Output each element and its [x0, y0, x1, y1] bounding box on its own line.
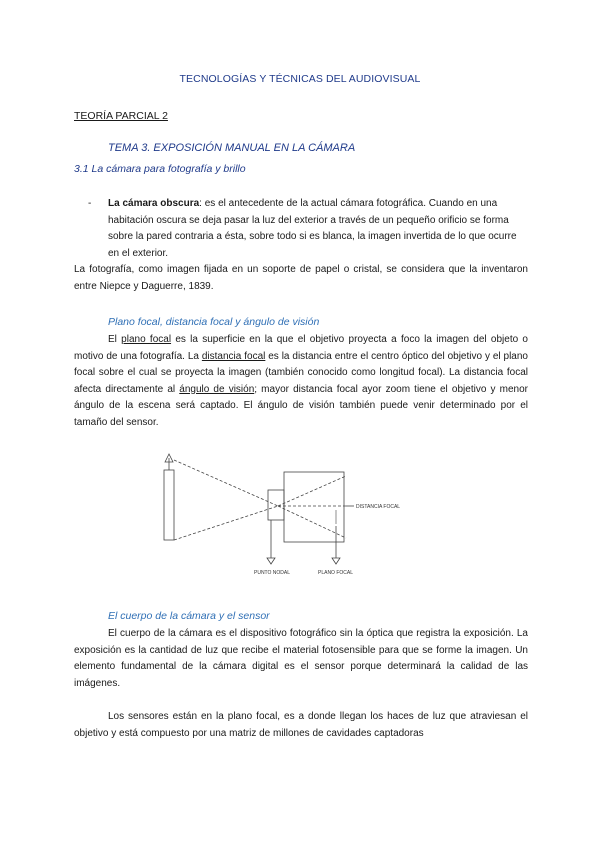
camera-diagram — [150, 448, 450, 580]
camera-body-rect — [284, 472, 344, 542]
object-rect — [164, 470, 174, 540]
bullet-paragraph — [108, 196, 528, 262]
ray-bottom — [174, 506, 278, 540]
focal-text-3: es la distancia entre el centro óptico del objetivo y el plano focal sobre el cual se proyecta la imagen (también conocido como longitud focal). La distancia focal afecta directamente al — [74, 350, 528, 395]
body-text-1: El cuerpo de la cámara es el dispositivo fotográfico sin la óptica que registra la exposición. La exposición es la cantidad de luz que recibe el material fotosensible para que se forme la imagen. Un elemento fundamental de la cámara digital es el sensor porque determinará la calidad de las imágenes. — [74, 628, 528, 689]
photo-paragraph: La fotografía, como imagen fijada en un soporte de papel o cristal, se considera que la inventaron entre Niepce y Daguerre, 1839. — [74, 264, 528, 292]
focal-text-1: El — [108, 334, 122, 345]
label-punto-nodal: PUNTO NODAL — [254, 570, 291, 576]
partial-heading: TEORÍA PARCIAL 2 — [74, 110, 168, 122]
term-plano-focal: plano focal — [121, 334, 172, 345]
nodal-arrow-icon — [267, 558, 275, 564]
course-title: TECNOLOGÍAS Y TÉCNICAS DEL AUDIOVISUAL — [179, 73, 421, 85]
focal-text-2: es la superficie en la que el objetivo proyecta a foco la imagen del objeto o motivo de una fotografía. La — [74, 334, 528, 362]
ray-top — [174, 460, 278, 506]
body-heading: El cuerpo de la cámara y el sensor — [108, 610, 270, 622]
body-text-2: Los sensores están en la plano focal, es a donde llegan los haces de luz que atraviesan el objetivo y está compuesto por una matriz de millones de cavidades captadoras — [74, 711, 528, 739]
bullet-body: : es el antecedente de la actual cámara fotográfica. Cuando en una habitación oscura se deja pasar la luz del exterior a través de un pequeño orificio se forma sobre la pared contraria a ésta, sobre todo si es blanca, la imagen invertida de lo que ocurre en el exterior. — [108, 198, 517, 259]
tema-heading: TEMA 3. EXPOSICIÓN MANUAL EN LA CÁMARA — [108, 142, 356, 154]
term-distancia-focal: distancia focal — [201, 350, 266, 362]
body-paragraph-1 — [74, 626, 528, 692]
bullet-term: La cámara obscura — [108, 198, 200, 209]
focal-paragraph — [74, 332, 528, 432]
subsection-heading: 3.1 La cámara para fotografía y brillo — [74, 163, 246, 175]
bullet-marker: - — [88, 198, 92, 209]
focal-text-4: ; mayor distancia focal ayor zoom tiene el objetivo y menor ángulo de la escena será captado. El ángulo de visión también puede venir determinado por el tamaño del sensor. — [74, 383, 529, 428]
ray-top-inside — [278, 476, 346, 506]
focal-plane-arrow-icon — [332, 558, 340, 564]
body-paragraph-2 — [74, 709, 528, 742]
focal-heading: Plano focal, distancia focal y ángulo de visión — [108, 316, 320, 328]
label-plano-focal: PLANO FOCAL — [318, 570, 354, 576]
term-angulo-vision: ángulo de visión — [179, 383, 255, 395]
label-distancia-focal: DISTANCIA FOCAL — [356, 504, 401, 510]
